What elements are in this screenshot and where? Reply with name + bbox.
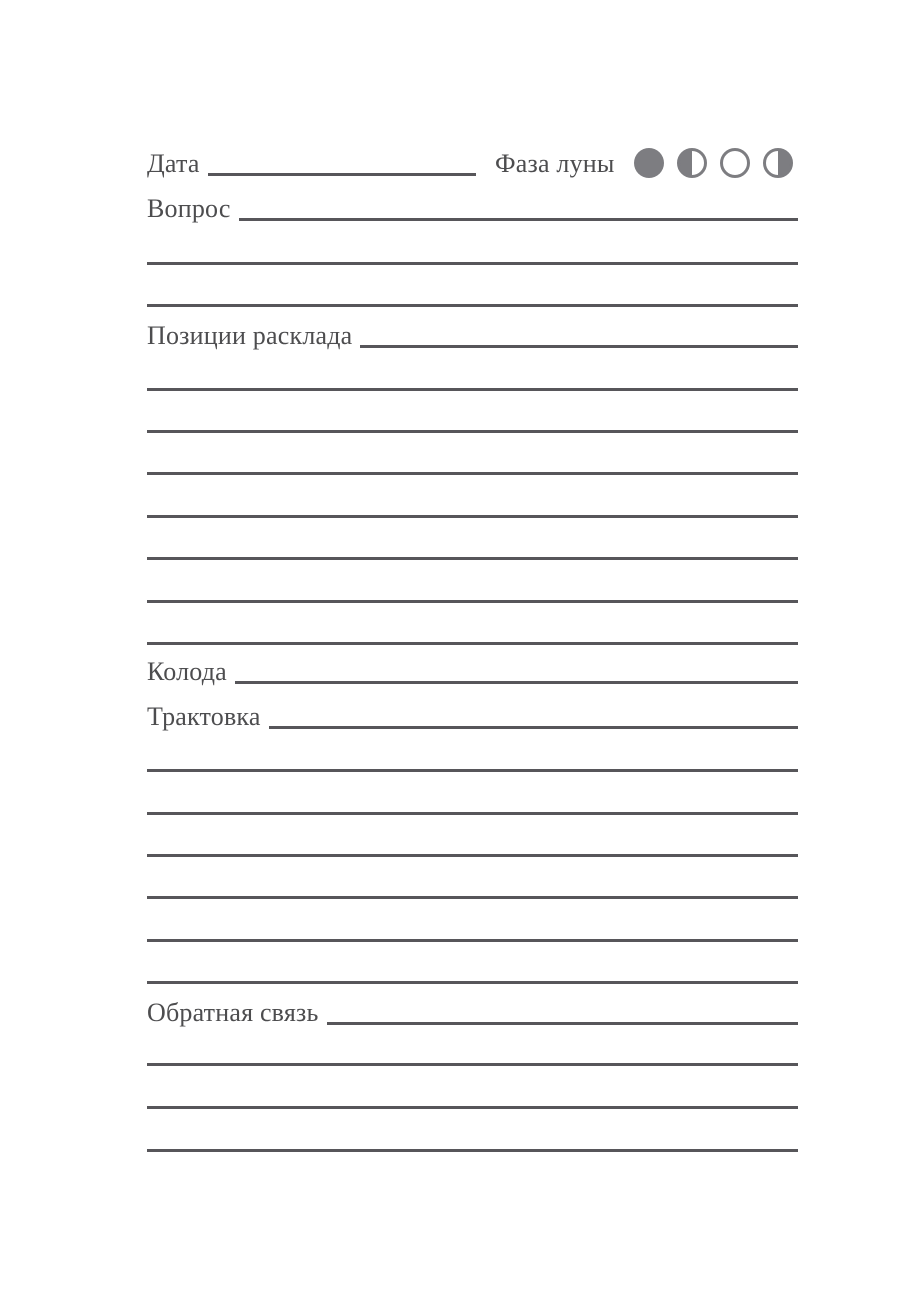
writing-line bbox=[147, 854, 798, 857]
spread-positions-write-line bbox=[360, 345, 798, 348]
writing-line bbox=[147, 896, 798, 899]
question-write-line bbox=[239, 218, 798, 221]
interpretation-label: Трактовка bbox=[147, 702, 261, 731]
date-label: Дата bbox=[147, 149, 200, 178]
moon-right-half-icon bbox=[763, 148, 793, 178]
feedback-field bbox=[147, 998, 798, 1028]
deck-label: Колода bbox=[147, 657, 227, 686]
writing-line bbox=[147, 304, 798, 307]
question-label: Вопрос bbox=[147, 194, 231, 223]
writing-line bbox=[147, 515, 798, 518]
writing-line bbox=[147, 600, 798, 603]
writing-line bbox=[147, 812, 798, 815]
interpretation-field bbox=[147, 702, 798, 732]
writing-line bbox=[147, 642, 798, 645]
writing-line bbox=[147, 939, 798, 942]
spread-positions-label: Позиции расклада bbox=[147, 321, 353, 350]
writing-line bbox=[147, 1149, 798, 1152]
moon-left-half-icon bbox=[677, 148, 707, 178]
writing-line bbox=[147, 557, 798, 560]
deck-write-line bbox=[235, 681, 798, 684]
feedback-label: Обратная связь bbox=[147, 998, 319, 1027]
spread-positions-field bbox=[147, 321, 798, 351]
writing-line bbox=[147, 472, 798, 475]
date-write-line bbox=[208, 173, 476, 176]
writing-line bbox=[147, 769, 798, 772]
writing-line bbox=[147, 1106, 798, 1109]
deck-field bbox=[147, 657, 798, 687]
writing-line bbox=[147, 1063, 798, 1066]
moon-full-dark-icon bbox=[634, 148, 664, 178]
interpretation-write-line bbox=[269, 726, 798, 729]
question-field bbox=[147, 194, 798, 224]
writing-line bbox=[147, 981, 798, 984]
moon-phase-icons bbox=[634, 148, 793, 178]
moon-empty-icon bbox=[720, 148, 750, 178]
moon-phase-label: Фаза луны bbox=[495, 149, 615, 178]
writing-line bbox=[147, 430, 798, 433]
writing-line bbox=[147, 388, 798, 391]
feedback-write-line bbox=[327, 1022, 798, 1025]
writing-line bbox=[147, 262, 798, 265]
